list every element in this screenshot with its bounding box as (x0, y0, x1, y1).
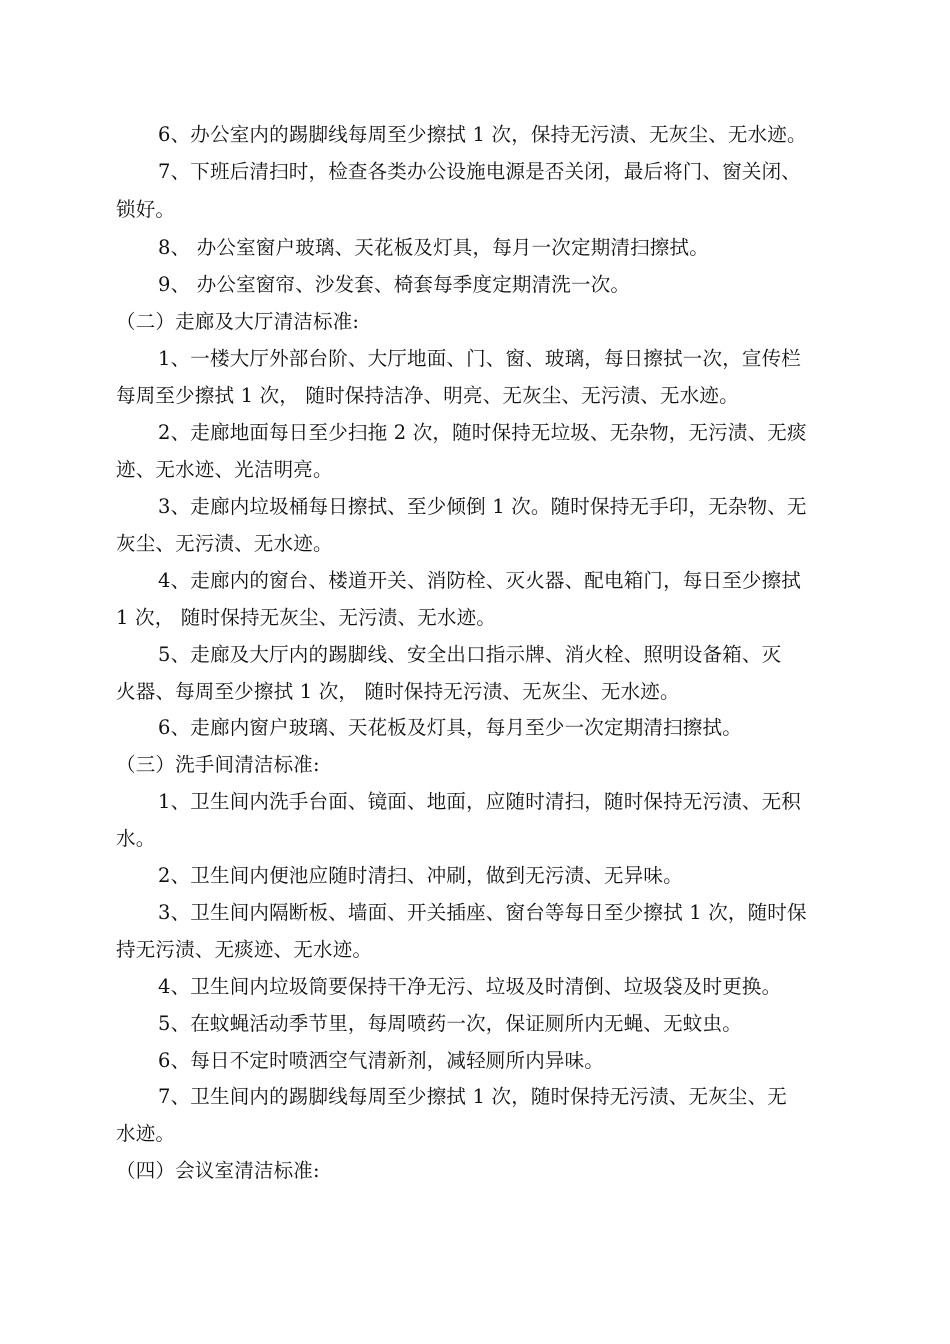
text-line: 锁好。 (116, 198, 176, 221)
text-line: 1 次， 随时保持无灰尘、无污渍、无水迹。 (116, 606, 497, 629)
text-line: 9、 办公室窗帘、沙发套、椅套每季度定期清洗一次。 (158, 273, 631, 296)
text-line: 灰尘、无污渍、无水迹。 (116, 532, 333, 555)
text-line: 6、每日不定时喷洒空气清新剂，减轻厕所内异味。 (158, 1049, 605, 1072)
text-line: 1、卫生间内洗手台面、镜面、地面，应随时清扫，随时保持无污渍、无积 (158, 790, 802, 813)
text-line: 4、卫生间内垃圾筒要保持干净无污、垃圾及时清倒、垃圾袋及时更换。 (158, 975, 782, 998)
section-heading: （三）洗手间清洁标准: (116, 753, 320, 776)
text-line: 每周至少擦拭 1 次， 随时保持洁净、明亮、无灰尘、无污渍、无水迹。 (116, 384, 739, 407)
text-line: 2、走廊地面每日至少扫拖 2 次，随时保持无垃圾、无杂物，无污渍、无痰 (158, 421, 807, 444)
text-line: 1、一楼大厅外部台阶、大厅地面、门、窗、玻璃，每日擦拭一次，宣传栏 (158, 347, 802, 370)
text-line: 6、走廊内窗户玻璃、天花板及灯具，每月至少一次定期清扫擦拭。 (158, 716, 742, 739)
section-heading: （二）走廊及大厅清洁标准: (116, 310, 360, 333)
text-line: 3、走廊内垃圾桶每日擦拭、至少倾倒 1 次。随时保持无手印，无杂物、无 (158, 495, 807, 518)
text-line: 迹、无水迹、光洁明亮。 (116, 458, 333, 481)
text-line: 持无污渍、无痰迹、无水迹。 (116, 938, 373, 961)
text-line: 2、卫生间内便池应随时清扫、冲刷，做到无污渍、无异味。 (158, 864, 683, 887)
text-line: 水。 (116, 827, 156, 850)
text-line: 7、下班后清扫时，检查各类办公设施电源是否关闭，最后将门、窗关闭、 (158, 160, 802, 183)
text-line: 3、卫生间内隔断板、墙面、开关插座、窗台等每日至少擦拭 1 次，随时保 (158, 901, 807, 924)
text-line: 水迹。 (116, 1122, 176, 1145)
text-line: 6、办公室内的踢脚线每周至少擦拭 1 次，保持无污渍、无灰尘、无水迹。 (158, 123, 807, 146)
section-heading: （四）会议室清洁标准: (116, 1159, 320, 1182)
text-line: 4、走廊内的窗台、楼道开关、消防栓、灭火器、配电箱门，每日至少擦拭 (158, 569, 802, 592)
text-line: 5、走廊及大厅内的踢脚线、安全出口指示牌、消火栓、照明设备箱、灭 (158, 643, 782, 666)
text-line: 火器、每周至少擦拭 1 次， 随时保持无污渍、无灰尘、无水迹。 (116, 680, 680, 703)
text-line: 8、 办公室窗户玻璃、天花板及灯具，每月一次定期清扫擦拭。 (158, 236, 709, 259)
text-line: 5、在蚊蝇活动季节里，每周喷药一次，保证厕所内无蝇、无蚊虫。 (158, 1012, 742, 1035)
text-line: 7、卫生间内的踢脚线每周至少擦拭 1 次，随时保持无污渍、无灰尘、无 (158, 1085, 788, 1108)
